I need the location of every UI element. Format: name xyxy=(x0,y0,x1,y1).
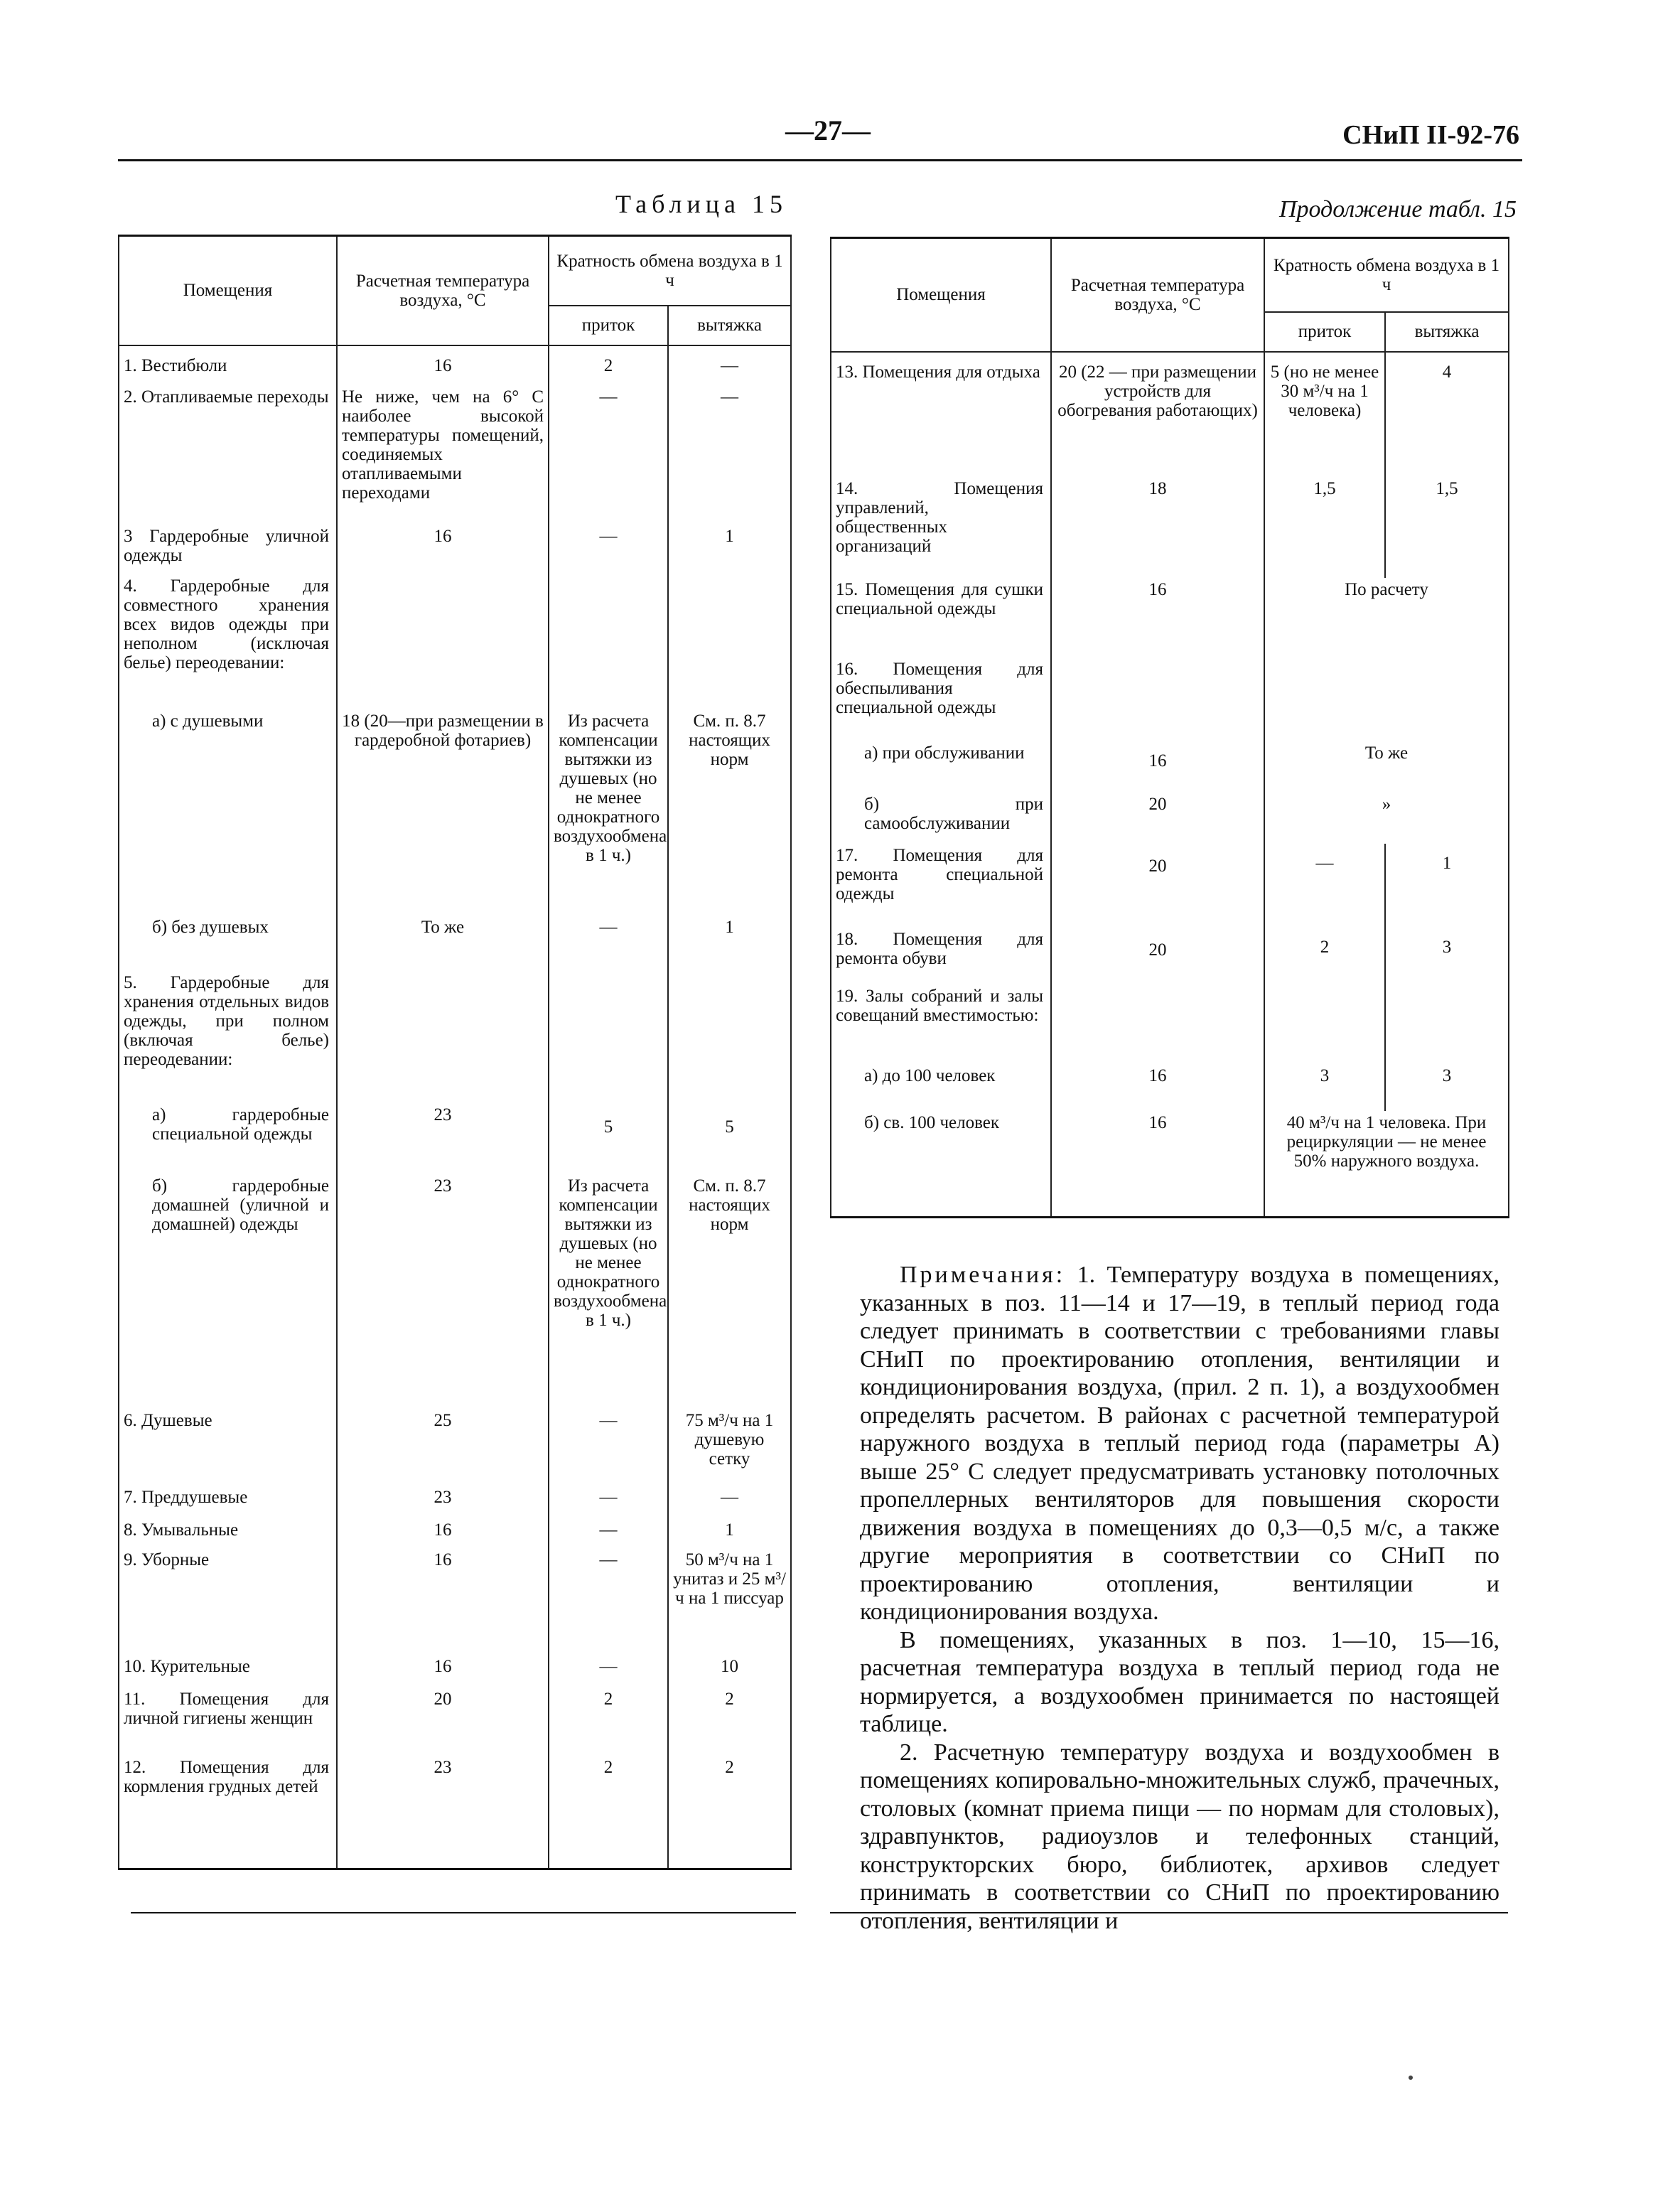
header-rule xyxy=(118,159,1522,161)
table-row xyxy=(119,1409,791,1486)
exhaust-cell: — xyxy=(668,1486,791,1518)
room-cell: б) св. 100 человек xyxy=(831,1111,1051,1218)
note-1-continued: В помещениях, указанных в поз. 1—10, 15—16, расчетная температура воздуха в теплый период года не нормируется, а воздухообмен принимается по настоящей таблице. xyxy=(860,1626,1499,1737)
room-cell: 5. Гардеробные для хранения отдельных видов одежды, при полном (включая белье) переодевании: xyxy=(119,971,337,1103)
table-row xyxy=(119,1103,791,1174)
exhaust-cell: 2 xyxy=(668,1756,791,1869)
col-header-exchange: Кратность обмена воздуха в 1 ч xyxy=(549,236,791,306)
temp-cell xyxy=(337,574,549,709)
table-row xyxy=(831,477,1509,578)
exhaust-cell xyxy=(668,574,791,709)
exhaust-cell: 1 xyxy=(668,916,791,971)
supply-cell: 3 xyxy=(1264,1064,1385,1111)
temp-cell: 23 xyxy=(337,1174,549,1409)
room-cell: 12. Помещения для кормления грудных детей xyxy=(119,1756,337,1869)
supply-cell: 2 xyxy=(1264,928,1385,984)
supply-cell: — xyxy=(549,1548,668,1655)
temp-cell: Не ниже, чем на 6° С наиболее высокой температуры помещений, соединяемых отапливаемыми переходами xyxy=(337,385,549,525)
room-cell: б) гардеробные домашней (уличной и домашней) одежды xyxy=(119,1174,337,1409)
speck-mark xyxy=(1409,2076,1413,2080)
room-cell: 10. Курительные xyxy=(119,1655,337,1687)
supply-cell: — xyxy=(1264,844,1385,928)
supply-cell: — xyxy=(549,385,668,525)
exhaust-cell: 10 xyxy=(668,1655,791,1687)
temp-cell: 16 xyxy=(1051,1111,1264,1218)
room-cell: 17. Помещения для ремонта специальной одежды xyxy=(831,844,1051,928)
table-row xyxy=(831,984,1509,1064)
room-cell: 15. Помещения для сушки специальной одежды xyxy=(831,578,1051,657)
exhaust-cell: — xyxy=(668,345,791,385)
room-cell: 18. Помещения для ремонта обуви xyxy=(831,928,1051,984)
exhaust-cell: См. п. 8.7 настоящих норм xyxy=(668,1174,791,1409)
temp-cell: 18 (20—при размещении в гардеробной фотариев) xyxy=(337,709,549,916)
col-header-exchange: Кратность обмена воздуха в 1 ч xyxy=(1264,238,1509,312)
col-header-rooms: Помещения xyxy=(119,236,337,345)
temp-cell: 18 xyxy=(1051,477,1264,578)
temp-cell: 20 xyxy=(1051,928,1264,984)
temp-cell: 20 (22 — при размещении устройств для обогревания работающих) xyxy=(1051,352,1264,477)
notes-lead: Примечания: xyxy=(900,1262,1066,1288)
room-cell: 16. Помещения для обеспыливания специальной одежды xyxy=(831,657,1051,741)
col-header-supply: приток xyxy=(549,306,668,345)
table-row xyxy=(831,578,1509,657)
supply-cell: Из расчета компенсации вытяжки из душевых (но не менее однократного воздухообмена в 1 ч.) xyxy=(549,1174,668,1409)
temp-cell: 23 xyxy=(337,1486,549,1518)
document-code: СНиП II-92-76 xyxy=(1342,120,1519,150)
table-row xyxy=(831,1064,1509,1111)
exhaust-cell: 3 xyxy=(1385,1064,1509,1111)
exhaust-cell: 2 xyxy=(668,1687,791,1756)
note-1-text: 1. Температуру воздуха в помещениях, указанных в поз. 11—14 и 17—19, в теплый период года следует принимать в соответствии с требованиями главы СНиП по проектированию отопления, вентиляции и кондиционирования воздуха, (прил. 2 п. 1), а воздухообмен определять расчетом. В районах с расчетной температурой наружного воздуха в теплый период года (параметры А) выше 25° С следует предусматривать установку потолочных пропеллерных вентиляторов для повышения скорости движения воздуха в помещениях до 0,3—0,5 м/с, а также другие мероприятия в соответствии со СНиП по проектированию отопления, вентиляции и кондиционирования воздуха. xyxy=(860,1262,1499,1625)
exhaust-cell: 1 xyxy=(668,525,791,574)
temp-cell: 23 xyxy=(337,1103,549,1174)
table-row xyxy=(119,1655,791,1687)
temp-cell: 23 xyxy=(337,1756,549,1869)
supply-cell: — xyxy=(549,1409,668,1486)
table-row xyxy=(119,1548,791,1655)
col-header-temp: Расчетная температура воздуха, °С xyxy=(1051,238,1264,352)
merged-exchange-cell xyxy=(1264,657,1509,741)
room-cell: 1. Вестибюли xyxy=(119,345,337,385)
room-cell: 11. Помещения для личной гигиены женщин xyxy=(119,1687,337,1756)
merged-exchange-cell: То же xyxy=(1264,741,1509,793)
exhaust-cell: 75 м³/ч на 1 душевую сетку xyxy=(668,1409,791,1486)
exhaust-cell: 3 xyxy=(1385,928,1509,984)
supply-cell: 5 (но не менее 30 м³/ч на 1 человека) xyxy=(1264,352,1385,477)
temp-cell: То же xyxy=(337,916,549,971)
temp-cell: 16 xyxy=(337,1518,549,1548)
merged-exchange-cell: » xyxy=(1264,793,1509,844)
room-cell: 19. Залы собраний и залы совещаний вместимостью: xyxy=(831,984,1051,1064)
table-row xyxy=(831,844,1509,928)
table-row xyxy=(119,1687,791,1756)
room-cell: 13. Помещения для отдыха xyxy=(831,352,1051,477)
exhaust-cell: 1 xyxy=(668,1518,791,1548)
supply-cell: — xyxy=(549,916,668,971)
exhaust-cell: См. п. 8.7 настоящих норм xyxy=(668,709,791,916)
table-row xyxy=(119,916,791,971)
supply-cell: 2 xyxy=(549,1687,668,1756)
exhaust-cell: 1,5 xyxy=(1385,477,1509,578)
temp-cell: 16 xyxy=(337,1548,549,1655)
table-row xyxy=(831,793,1509,844)
supply-cell: — xyxy=(549,1518,668,1548)
room-cell: 9. Уборные xyxy=(119,1548,337,1655)
temp-cell: 16 xyxy=(1051,741,1264,793)
temp-cell: 20 xyxy=(1051,793,1264,844)
room-cell: 2. Отапливаемые переходы xyxy=(119,385,337,525)
room-cell: б) без душевых xyxy=(119,916,337,971)
supply-cell: — xyxy=(549,1486,668,1518)
col-header-exhaust: вытяжка xyxy=(668,306,791,345)
room-cell: 7. Преддушевые xyxy=(119,1486,337,1518)
supply-cell: 1,5 xyxy=(1264,477,1385,578)
table-15-left xyxy=(118,235,792,1870)
table-title: Таблица 15 xyxy=(615,190,787,218)
room-cell: б) при самообслуживании xyxy=(831,793,1051,844)
supply-cell: 2 xyxy=(549,1756,668,1869)
table-row xyxy=(119,1518,791,1548)
table-row xyxy=(831,928,1509,984)
exhaust-cell: 5 xyxy=(668,1103,791,1174)
note-2: 2. Расчетную температуру воздуха и воздухообмен в помещениях копировально-множительных служб, прачечных, столовых (комнат приема пищи — по нормам для столовых), здравпунктов, радиоузлов и телефонных станций, конструкторских бюро, библиотек, архивов следует принимать в соответствии со СНиП по проектированию отопления, вентиляции и xyxy=(860,1739,1499,1934)
merged-exchange-cell: 40 м³/ч на 1 человека. При рециркуляции — не менее 50% наружного воздуха. xyxy=(1264,1111,1509,1218)
table-row xyxy=(831,352,1509,477)
room-cell: а) гардеробные специальной одежды xyxy=(119,1103,337,1174)
supply-cell: — xyxy=(549,525,668,574)
supply-cell: — xyxy=(549,1655,668,1687)
temp-cell xyxy=(1051,657,1264,741)
supply-cell: Из расчета компенсации вытяжки из душевых (но не менее однократного воздухообмена в 1 ч.) xyxy=(549,709,668,916)
table-notes xyxy=(860,1261,1499,1935)
temp-cell: 16 xyxy=(337,525,549,574)
table-row xyxy=(119,525,791,574)
col-header-exhaust: вытяжка xyxy=(1385,312,1509,352)
exhaust-cell xyxy=(668,971,791,1103)
table-row xyxy=(119,385,791,525)
temp-cell: 20 xyxy=(337,1687,549,1756)
table-row xyxy=(119,345,791,385)
col-header-rooms: Помещения xyxy=(831,238,1051,352)
merged-exchange-cell: По расчету xyxy=(1264,578,1509,657)
room-cell: 8. Умывальные xyxy=(119,1518,337,1548)
note-1 xyxy=(860,1261,1499,1626)
temp-cell: 16 xyxy=(337,1655,549,1687)
table-row xyxy=(831,1111,1509,1218)
temp-cell: 16 xyxy=(1051,578,1264,657)
table-row xyxy=(119,1486,791,1518)
exhaust-cell: — xyxy=(668,385,791,525)
exhaust-cell: 1 xyxy=(1385,844,1509,928)
supply-cell: 2 xyxy=(549,345,668,385)
table-continuation-title: Продолжение табл. 15 xyxy=(1278,196,1517,222)
table-row xyxy=(119,971,791,1103)
table-row xyxy=(119,1756,791,1869)
temp-cell xyxy=(1051,984,1264,1064)
supply-cell xyxy=(549,574,668,709)
room-cell: 3 Гардеробные уличной одежды xyxy=(119,525,337,574)
temp-cell: 16 xyxy=(337,345,549,385)
footer-rule-right xyxy=(830,1912,1508,1913)
table-row xyxy=(119,709,791,916)
temp-cell xyxy=(337,971,549,1103)
supply-cell: 5 xyxy=(549,1103,668,1174)
table-row xyxy=(119,1174,791,1409)
supply-cell xyxy=(1264,984,1385,1064)
col-header-temp: Расчетная температура воздуха, °С xyxy=(337,236,549,345)
room-cell: 14. Помещения управлений, общественных организаций xyxy=(831,477,1051,578)
table-15-right xyxy=(830,237,1509,1218)
footer-rule-left xyxy=(131,1912,796,1913)
supply-cell xyxy=(549,971,668,1103)
room-cell: 4. Гардеробные для совместного хранения всех видов одежды при неполном (исключая белье) переодевании: xyxy=(119,574,337,709)
table-row xyxy=(831,741,1509,793)
room-cell: 6. Душевые xyxy=(119,1409,337,1486)
temp-cell: 16 xyxy=(1051,1064,1264,1111)
room-cell: а) до 100 человек xyxy=(831,1064,1051,1111)
room-cell: а) при обслуживании xyxy=(831,741,1051,793)
exhaust-cell xyxy=(1385,984,1509,1064)
table-row xyxy=(119,574,791,709)
exhaust-cell: 50 м³/ч на 1 унитаз и 25 м³/ч на 1 писсуар xyxy=(668,1548,791,1655)
temp-cell: 25 xyxy=(337,1409,549,1486)
col-header-supply: приток xyxy=(1264,312,1385,352)
room-cell: а) с душевыми xyxy=(119,709,337,916)
temp-cell: 20 xyxy=(1051,844,1264,928)
page-number: —27— xyxy=(785,114,871,146)
table-row xyxy=(831,657,1509,741)
exhaust-cell: 4 xyxy=(1385,352,1509,477)
